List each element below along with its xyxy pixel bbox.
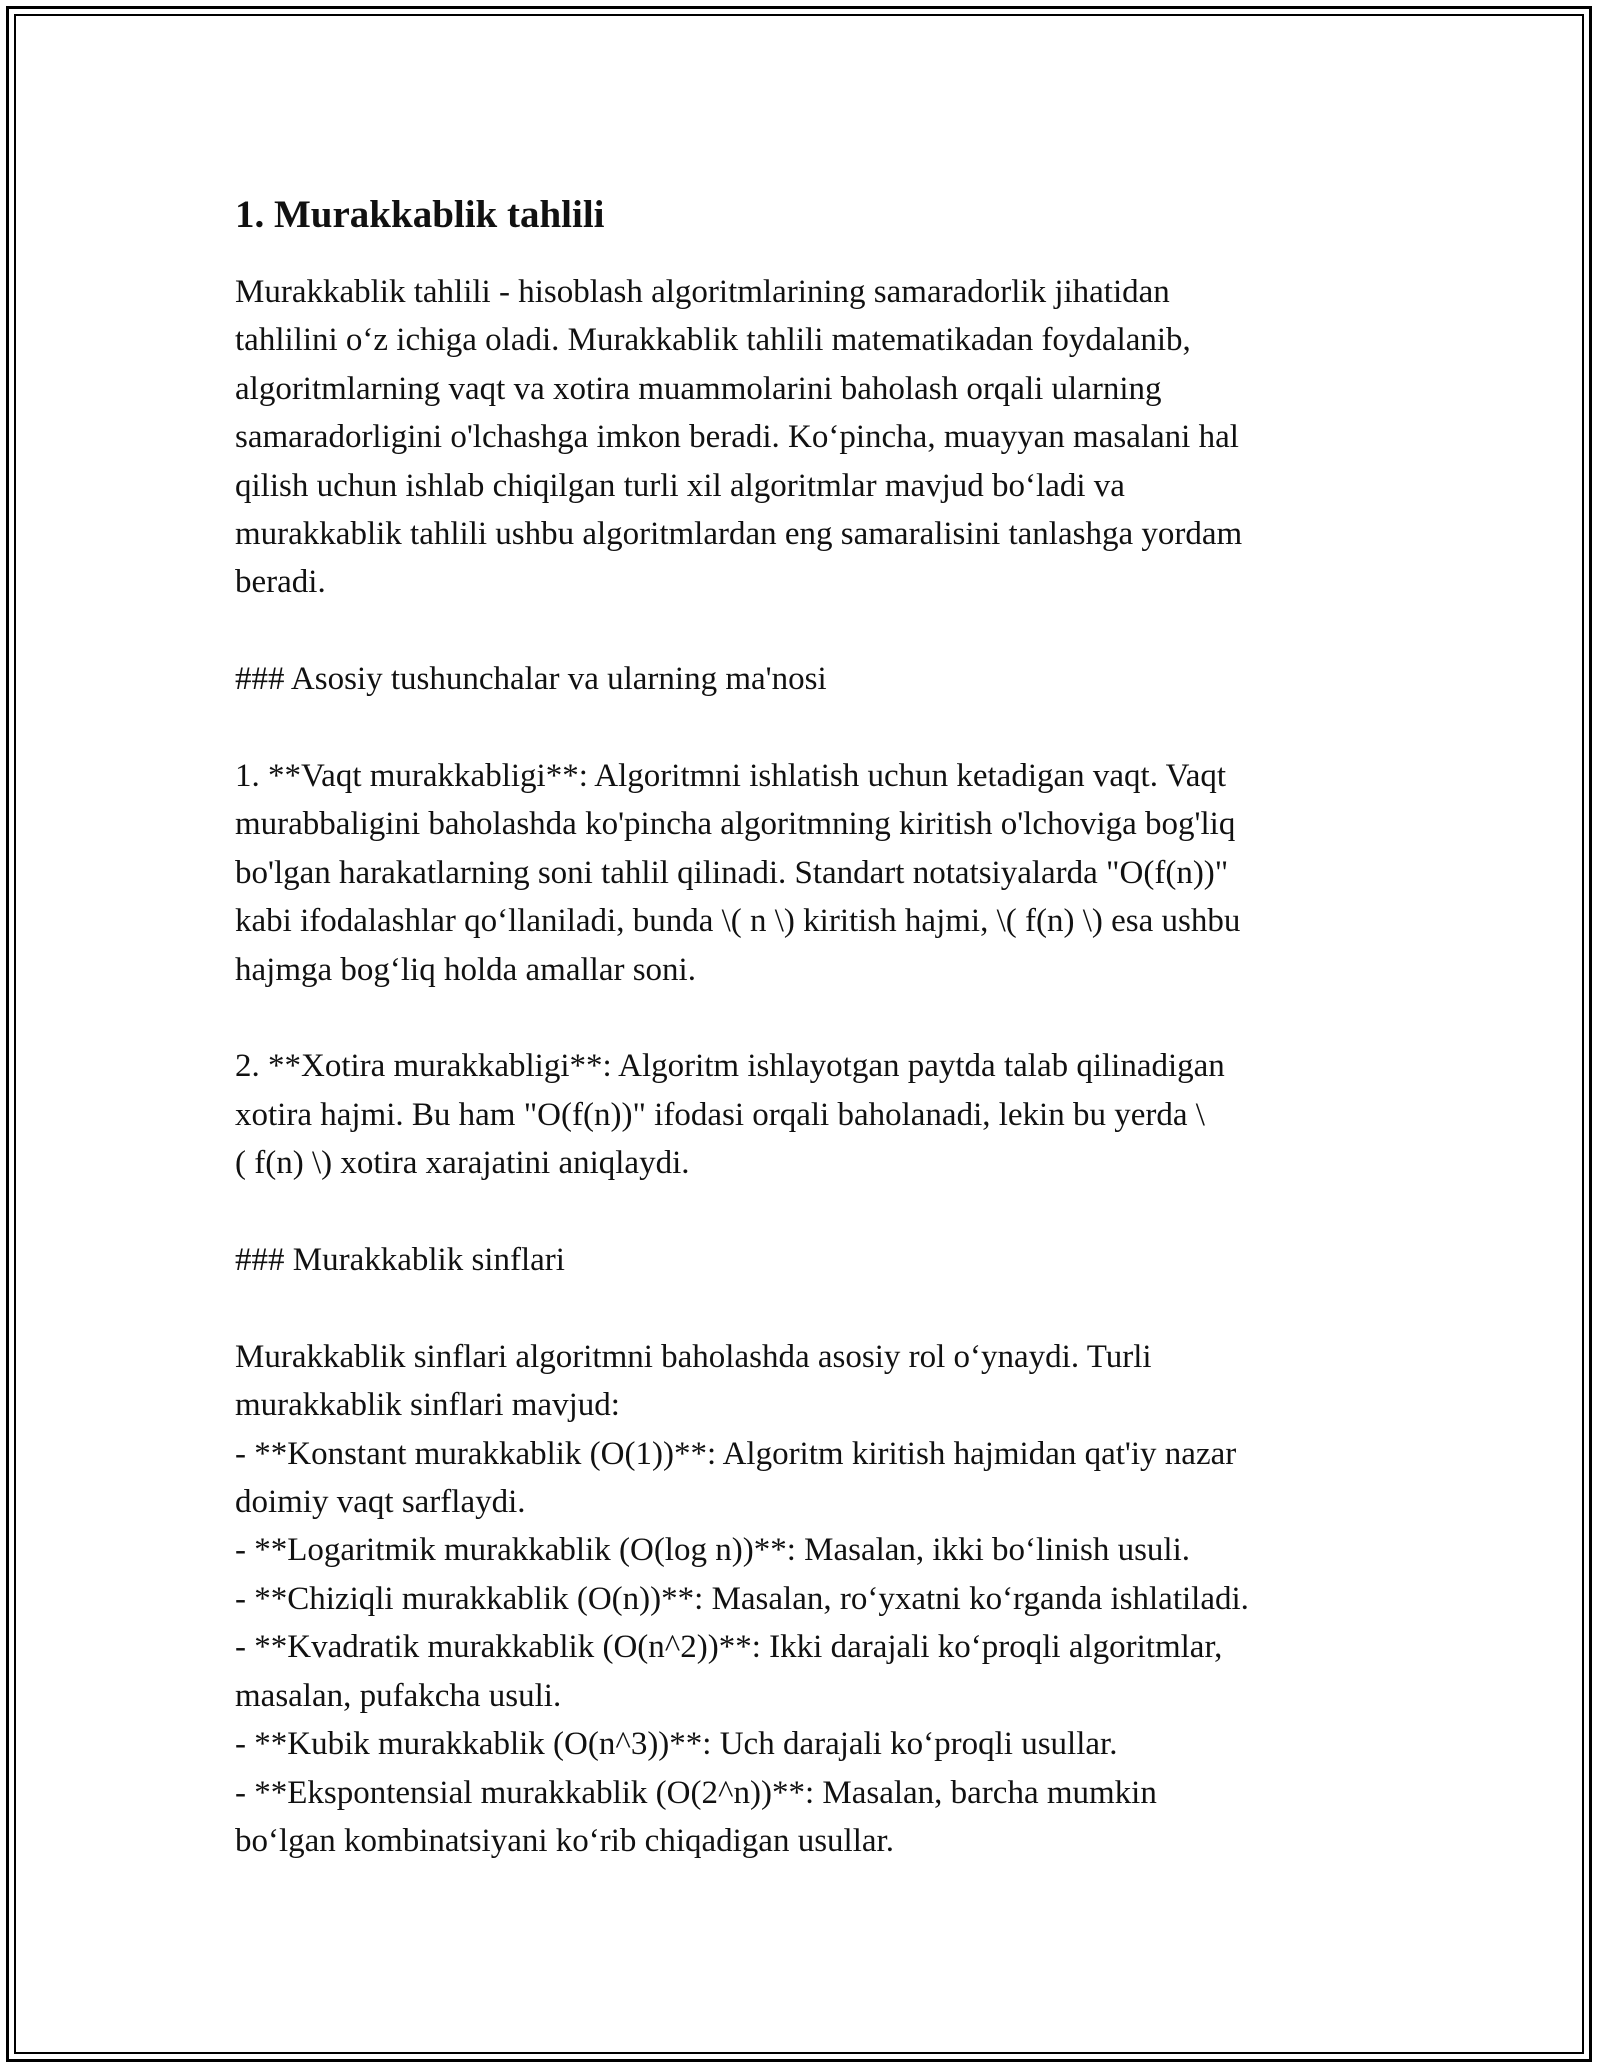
item2-line: ( f(n) \) xotira xarajatini aniqlaydi. [235, 1145, 690, 1182]
classes-line: bo‘lgan kombinatsiyani ko‘rib chiqadigan usullar. [235, 1822, 894, 1859]
item2-line: xotira hajmi. Bu ham "O(f(n))" ifodasi orqali baholanadi, lekin bu yerda \ [235, 1096, 1205, 1133]
item1-line: hajmga bog‘liq holda amallar soni. [235, 951, 696, 988]
blank-line [235, 994, 1385, 1042]
classes-line: doimiy vaqt sarflaydi. [235, 1484, 526, 1521]
classes-line: - **Logaritmik murakkablik (O(log n))**: Masalan, ikki bo‘linish usuli. [235, 1532, 1191, 1569]
intro-line: beradi. [235, 564, 326, 601]
classes-line: - **Konstant murakkablik (O(1))**: Algoritm kiritish hajmidan qat'iy nazar [235, 1435, 1237, 1472]
classes-line: murakkablik sinflari mavjud: [235, 1387, 620, 1424]
classes-line: - **Chiziqli murakkablik (O(n))**: Masalan, ro‘yxatni ko‘rganda ishlatiladi. [235, 1580, 1249, 1617]
document-page [235, 188, 1385, 1865]
classes-line: - **Kvadratik murakkablik (O(n^2))**: Ikki darajali ko‘proqli algoritmlar, [235, 1629, 1223, 1666]
item2-line: 2. **Xotira murakkabligi**: Algoritm ishlayotgan paytda talab qilinadigan [235, 1048, 1225, 1085]
classes-line: masalan, pufakcha usuli. [235, 1677, 562, 1714]
section-heading-complexity-classes: ### Murakkablik sinflari [235, 1242, 565, 1279]
item1-line: murabbaligini baholashda ko'pincha algoritmning kiritish o'lchoviga bog'liq [235, 806, 1236, 843]
document-heading: 1. Murakkablik tahlili [235, 193, 605, 236]
item1-line: bo'lgan harakatlarning soni tahlil qilinadi. Standart notatsiyalarda "O(f(n))" [235, 854, 1229, 891]
intro-line: qilish uchun ishlab chiqilgan turli xil algoritmlar mavjud bo‘ladi va [235, 467, 1125, 504]
blank-line [235, 704, 1385, 752]
item1-line: kabi ifodalashlar qo‘llaniladi, bunda \( n \) kiritish hajmi, \( f(n) \) esa ushbu [235, 903, 1241, 940]
intro-line: Murakkablik tahlili - hisoblash algoritmlarining samaradorlik jihatidan [235, 274, 1170, 310]
blank-line [235, 607, 1385, 655]
intro-line: algoritmlarning vaqt va xotira muammolarini baholash orqali ularning [235, 370, 1162, 407]
blank-line [235, 1284, 1385, 1332]
intro-line: samaradorligini o'lchashga imkon beradi. Ko‘pincha, muayyan masalani hal [235, 419, 1239, 456]
classes-line: - **Kubik murakkablik (O(n^3))**: Uch darajali ko‘proqli usullar. [235, 1726, 1118, 1763]
blank-line [235, 1188, 1385, 1236]
item1-line: 1. **Vaqt murakkabligi**: Algoritmni ishlatish uchun ketadigan vaqt. Vaqt [235, 758, 1227, 795]
intro-line: tahlilini o‘z ichiga oladi. Murakkablik tahlili matematikadan foydalanib, [235, 322, 1191, 359]
intro-line: murakkablik tahlili ushbu algoritmlardan eng samaralisini tanlashga yordam [235, 516, 1243, 553]
classes-line: - **Ekspontensial murakkablik (O(2^n))**: Masalan, barcha mumkin [235, 1774, 1157, 1811]
section-heading-basic-concepts: ### Asosiy tushunchalar va ularning ma'nosi [235, 661, 827, 698]
classes-line: Murakkablik sinflari algoritmni baholashda asosiy rol o‘ynaydi. Turli [235, 1338, 1152, 1375]
